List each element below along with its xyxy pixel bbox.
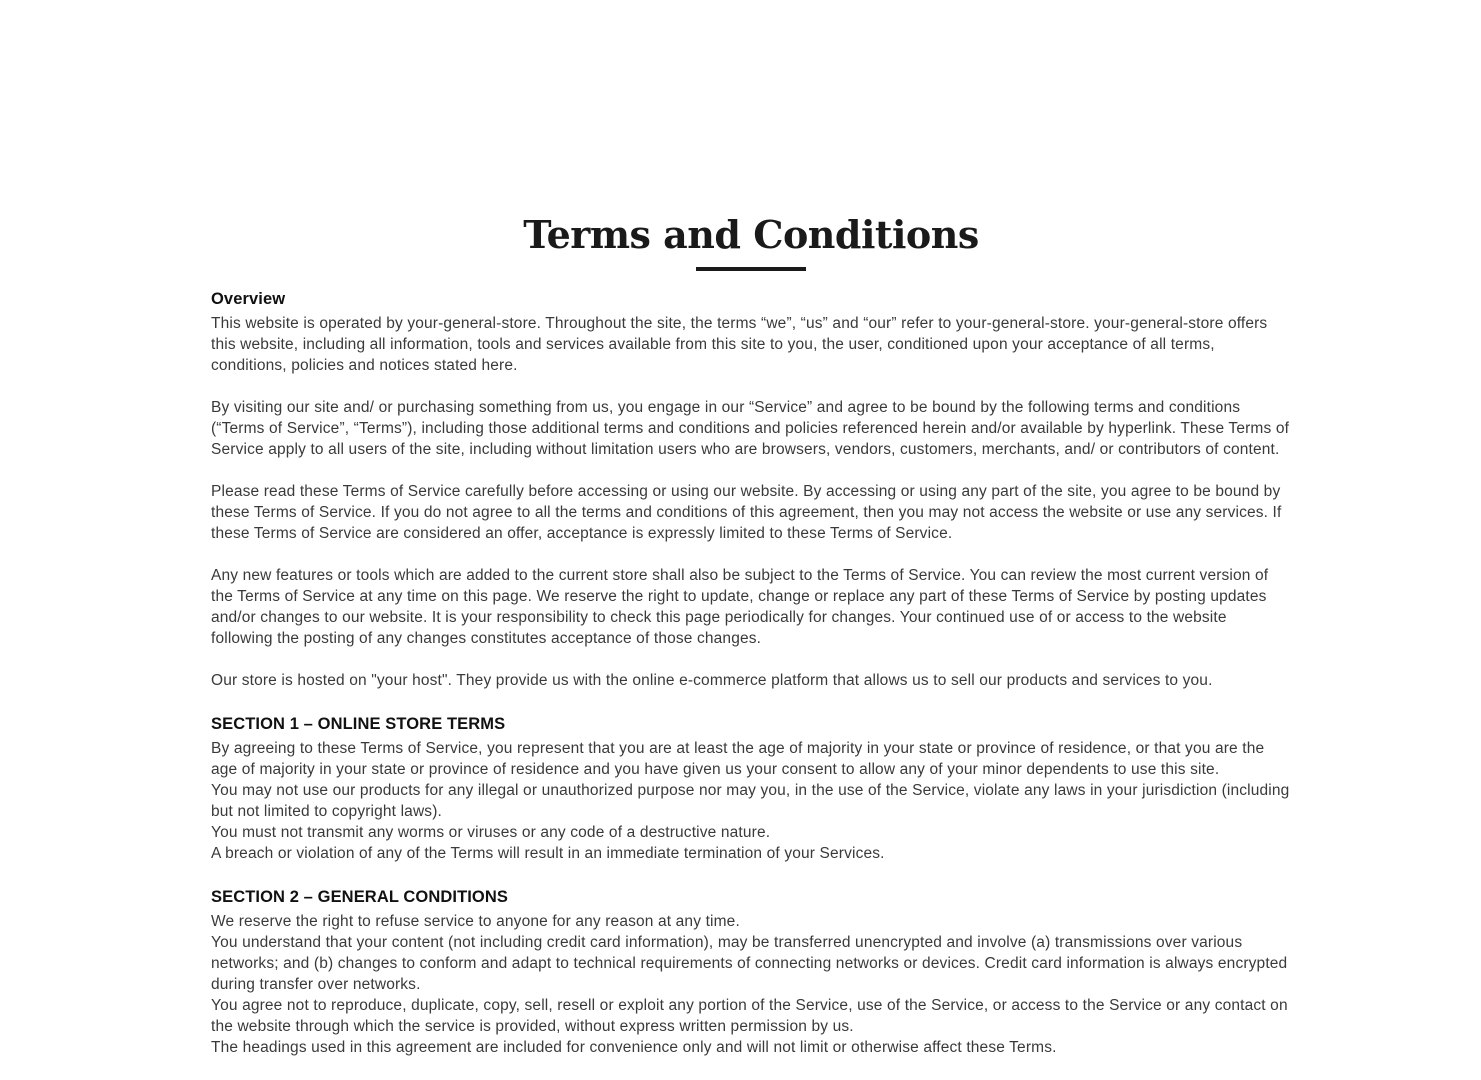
section-2-line-4: The headings used in this agreement are included for convenience only and will not limit or otherwise affect these Terms.	[211, 1039, 1057, 1056]
section-1-line-1: By agreeing to these Terms of Service, you represent that you are at least the age of majority in your state or province of residence, or that you are the age of majority in your state or province of residence and you have given us your consent to allow any of your minor dependents to use this site.	[211, 740, 1265, 778]
title-divider	[696, 267, 806, 271]
section-1-line-2: You may not use our products for any illegal or unauthorized purpose nor may you, in the use of the Service, violate any laws in your jurisdiction (including but not limited to copyright laws).	[211, 782, 1290, 820]
section-2-general-conditions	[211, 887, 1291, 1058]
section-1-line-3: You must not transmit any worms or viruses or any code of a destructive nature.	[211, 824, 771, 841]
section-1-online-store-terms	[211, 714, 1291, 864]
overview-paragraph-2: By visiting our site and/ or purchasing something from us, you engage in our “Service” and agree to be bound by the following terms and conditions (“Terms of Service”, “Terms”), including those additional terms and conditions and policies referenced herein and/or available by hyperlink. These Terms of Service apply to all users of the site, including without limitation users who are browsers, vendors, customers, merchants, and/ or contributors of content.	[211, 399, 1290, 458]
section-2-line-1: We reserve the right to refuse service to anyone for any reason at any time.	[211, 913, 740, 930]
section-2-line-2: You understand that your content (not including credit card information), may be transferred unencrypted and involve (a) transmissions over various networks; and (b) changes to conform and adapt to technical requirements of connecting networks or devices. Credit card information is always encrypted during transfer over networks.	[211, 934, 1288, 993]
section-2-heading: SECTION 2 – GENERAL CONDITIONS	[211, 888, 508, 906]
terms-content	[211, 0, 1291, 1058]
section-2-line-3: You agree not to reproduce, duplicate, copy, sell, resell or exploit any portion of the Service, use of the Service, or access to the Service or any contact on the website through which the service is provided, without express written permission by us.	[211, 997, 1288, 1035]
overview-paragraph-3: Please read these Terms of Service carefully before accessing or using our website. By accessing or using any part of the site, you agree to be bound by these Terms of Service. If you do not agree to all the terms and conditions of this agreement, then you may not access the website or use any services. If these Terms of Service are considered an offer, acceptance is expressly limited to these Terms of Service.	[211, 483, 1282, 542]
section-1-line-4: A breach or violation of any of the Terms will result in an immediate termination of your Services.	[211, 845, 885, 862]
overview-paragraph-1: This website is operated by your-general-store. Throughout the site, the terms “we”, “us” and “our” refer to your-general-store. your-general-store offers this website, including all information, tools and services available from this site to you, the user, conditioned upon your acceptance of all terms, conditions, policies and notices stated here.	[211, 315, 1268, 374]
overview-heading: Overview	[211, 290, 286, 308]
overview-paragraph-5: Our store is hosted on "your host". They provide us with the online e-commerce platform that allows us to sell our products and services to you.	[211, 672, 1213, 689]
page-title: Terms and Conditions	[523, 212, 979, 257]
overview-paragraph-4: Any new features or tools which are added to the current store shall also be subject to the Terms of Service. You can review the most current version of the Terms of Service at any time on this page. We reserve the right to update, change or replace any part of these Terms of Service by posting updates and/or changes to our website. It is your responsibility to check this page periodically for changes. Your continued use of or access to the website following the posting of any changes constitutes acceptance of those changes.	[211, 567, 1269, 647]
section-1-heading: SECTION 1 – ONLINE STORE TERMS	[211, 715, 506, 733]
section-overview	[211, 289, 1291, 691]
